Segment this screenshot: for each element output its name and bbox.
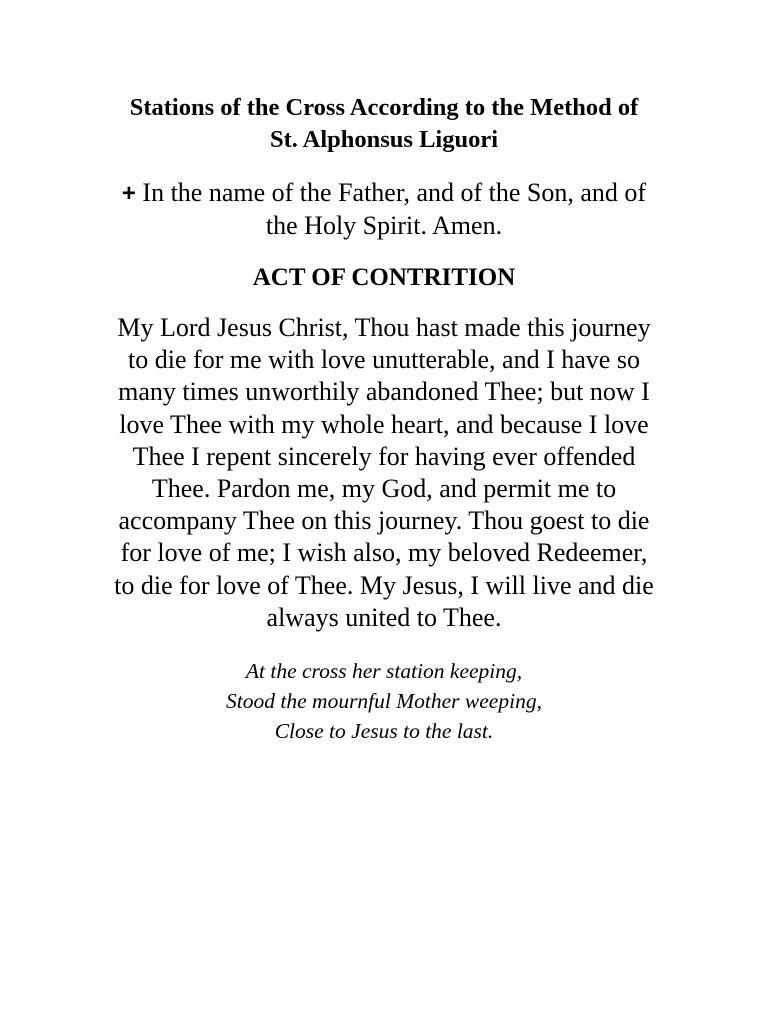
invocation-line-1-text: In the name of the Father, and of the Son, and of [135,178,647,207]
invocation-line-2: the Holy Spirit. Amen. [265,211,503,240]
prayer-line: to die for me with love unutterable, and I have so [128,345,640,375]
cross-mark-icon: + [121,180,136,207]
prayer-line: accompany Thee on this journey. Thou goest to die [118,506,650,536]
prayer-line: My Lord Jesus Christ, Thou hast made this journey [117,313,651,342]
act-of-contrition-prayer [40,312,728,634]
hymn-line: At the cross her station keeping, [245,659,523,683]
prayer-line: for love of me; I wish also, my beloved Redeemer, [120,538,648,568]
prayer-line: to die for love of Thee. My Jesus, I will live and die [114,570,654,600]
stabat-mater-verse [60,656,708,746]
hymn-line: Close to Jesus to the last. [274,719,494,743]
prayer-line: many times unworthily abandoned Thee; but now I [118,377,650,407]
document-title [60,92,708,156]
prayer-line: Thee. Pardon me, my God, and permit me to [151,474,617,504]
hymn-line: Stood the mournful Mother weeping, [226,689,542,713]
prayer-line: always united to Thee. [266,602,502,632]
section-heading: ACT OF CONTRITION [252,264,516,291]
prayer-line: love Thee with my whole heart, and because I love [119,409,649,439]
prayer-line: Thee I repent sincerely for having ever offended [132,441,636,471]
sign-of-the-cross-invocation [60,177,708,242]
invocation-line-1 [60,177,708,210]
title-line-1: Stations of the Cross According to the Method of [129,94,639,121]
title-line-2: St. Alphonsus Liguori [269,126,499,153]
